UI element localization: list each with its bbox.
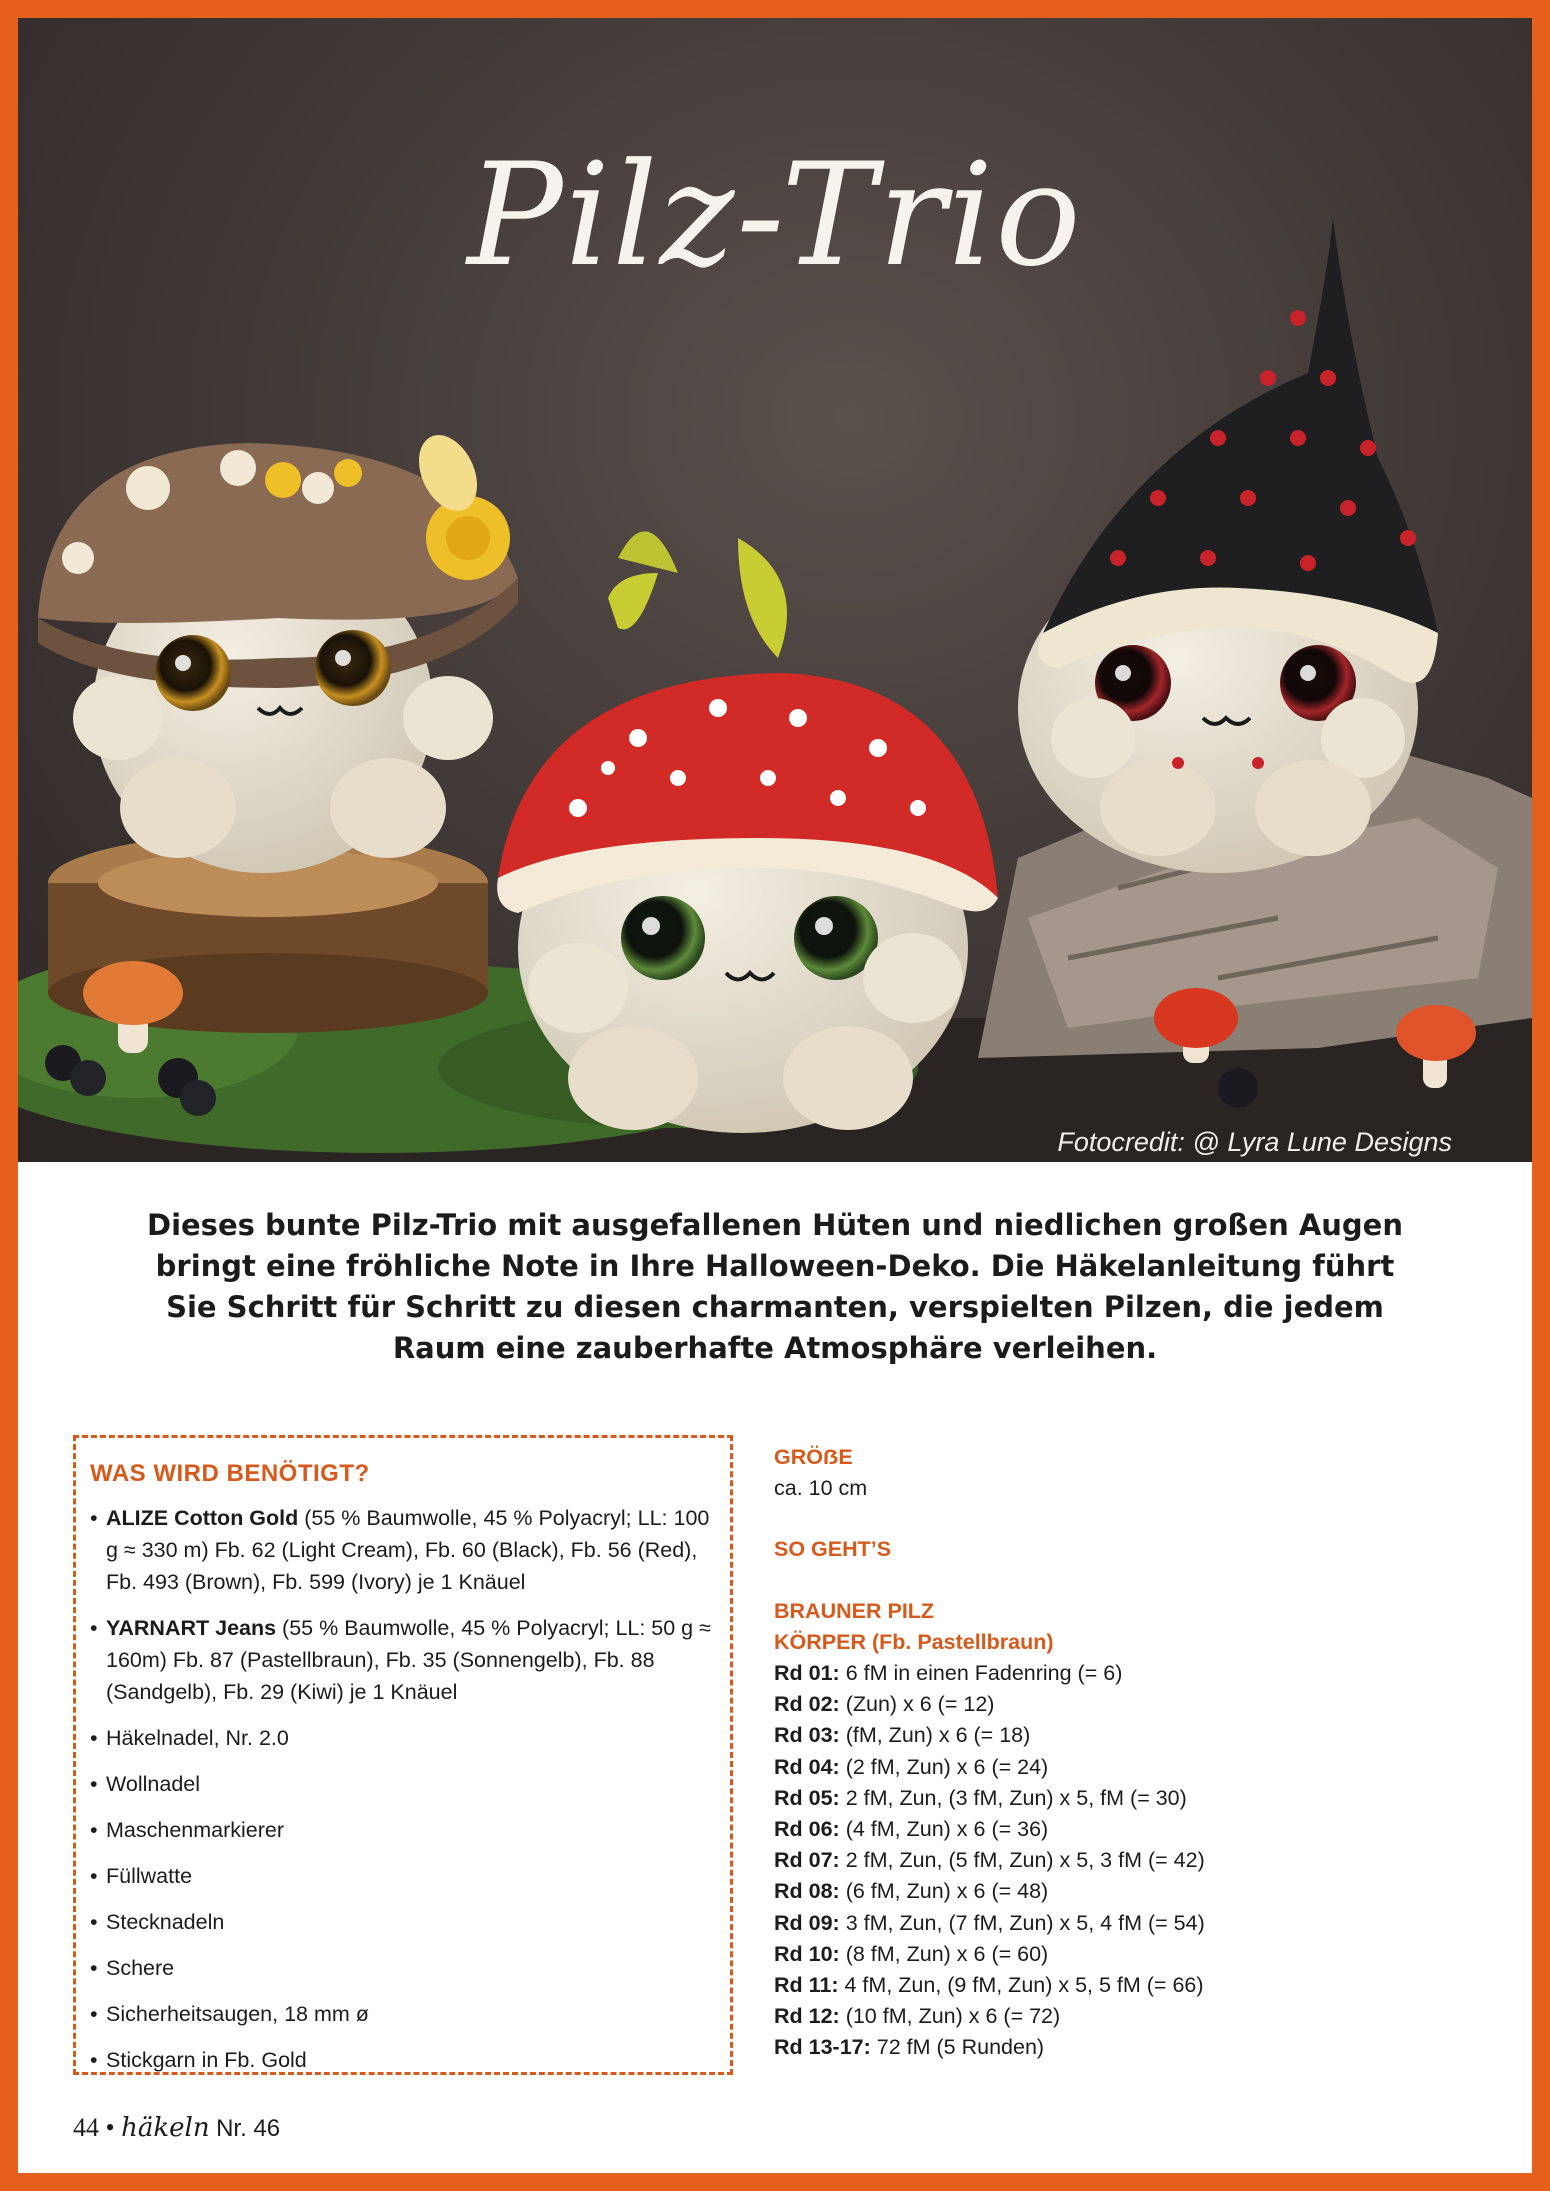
round-label: Rd 12:	[774, 2004, 840, 2029]
round-label: Rd 02:	[774, 1692, 840, 1717]
round-row	[774, 1970, 1494, 2001]
materials-item	[90, 1906, 716, 1938]
hero-photo	[18, 18, 1532, 1162]
round-row	[774, 1752, 1494, 1783]
round-label: Rd 08:	[774, 1879, 840, 1904]
round-label: Rd 03:	[774, 1723, 840, 1748]
materials-item-bold: YARNART Jeans	[106, 1616, 277, 1640]
howto-heading: SO GEHT’S	[774, 1537, 892, 1561]
materials-item-text: Schere	[106, 1956, 175, 1980]
size-value: ca. 10 cm	[774, 1476, 868, 1500]
magazine-name: häkeln	[121, 2113, 210, 2143]
materials-item-text: Stickgarn in Fb. Gold	[106, 2048, 307, 2072]
round-text: 3 fM, Zun, (7 fM, Zun) x 5, 4 fM (= 54)	[839, 1910, 1205, 1935]
round-text: (10 fM, Zun) x 6 (= 72)	[839, 2004, 1061, 2029]
round-text: 4 fM, Zun, (9 fM, Zun) x 5, 5 fM (= 66)	[838, 1973, 1204, 1998]
round-text: (4 fM, Zun) x 6 (= 36)	[839, 1817, 1049, 1842]
round-label: Rd 13-17:	[774, 2035, 871, 2060]
size-heading: GRÖẞE	[774, 1445, 853, 1469]
round-label: Rd 04:	[774, 1754, 840, 1779]
page-footer	[73, 2113, 280, 2143]
materials-item	[90, 1612, 716, 1708]
footer-separator: •	[105, 2113, 115, 2142]
round-label: Rd 07:	[774, 1848, 840, 1873]
round-row	[774, 1783, 1494, 1814]
round-label: Rd 06:	[774, 1817, 840, 1842]
round-text: 2 fM, Zun, (3 fM, Zun) x 5, fM (= 30)	[839, 1785, 1187, 1810]
round-row	[774, 1939, 1494, 1970]
materials-item	[90, 2044, 716, 2076]
materials-item-text: Füllwatte	[106, 1864, 193, 1888]
round-row	[774, 1689, 1494, 1720]
round-text: 72 fM (5 Runden)	[870, 2035, 1045, 2060]
section-subheading: KÖRPER (Fb. Pastellbraun)	[774, 1630, 1054, 1654]
instructions-column	[774, 1442, 1494, 2064]
round-row	[774, 1876, 1494, 1907]
round-row	[774, 1720, 1494, 1751]
materials-item-text: Maschenmarkierer	[106, 1818, 285, 1842]
section-heading: BRAUNER PILZ	[774, 1599, 935, 1623]
materials-item	[90, 1998, 716, 2030]
materials-item	[90, 1502, 716, 1598]
materials-item-bold: ALIZE Cotton Gold	[106, 1506, 299, 1530]
materials-item	[90, 1860, 716, 1892]
round-text: (fM, Zun) x 6 (= 18)	[839, 1723, 1031, 1748]
round-text: 2 fM, Zun, (5 fM, Zun) x 5, 3 fM (= 42)	[839, 1848, 1205, 1873]
round-label: Rd 09:	[774, 1910, 840, 1935]
issue-number: Nr. 46	[216, 2115, 281, 2142]
round-row	[774, 1814, 1494, 1845]
round-label: Rd 05:	[774, 1785, 840, 1810]
materials-item-text: (55 % Baumwolle, 45 % Polyacryl; LL: 100 g ≈ 330 m) Fb. 62 (Light Cream), Fb. 60 (Black), Fb. 56 (Red), Fb. 493 (Brown), Fb. 599 (Ivory) je 1 Knäuel	[106, 1506, 710, 1594]
materials-item	[90, 1814, 716, 1846]
round-text: (8 fM, Zun) x 6 (= 60)	[839, 1941, 1049, 1966]
round-label: Rd 01:	[774, 1661, 840, 1685]
round-text: (6 fM, Zun) x 6 (= 48)	[839, 1879, 1049, 1904]
magazine-page	[18, 18, 1532, 2173]
materials-item	[90, 1722, 716, 1754]
materials-item	[90, 1768, 716, 1800]
round-text: (Zun) x 6 (= 12)	[839, 1692, 995, 1717]
round-row	[774, 2001, 1494, 2032]
materials-item-text: Häkelnadel, Nr. 2.0	[106, 1726, 289, 1750]
round-text: (2 fM, Zun) x 6 (= 24)	[839, 1754, 1049, 1779]
round-label: Rd 11:	[774, 1973, 839, 1998]
materials-item-text: (55 % Baumwolle, 45 % Polyacryl; LL: 50 g ≈ 160m) Fb. 87 (Pastellbraun), Fb. 35 (Sonnengelb), Fb. 88 (Sandgelb), Fb. 29 (Kiwi) je 1 Knäuel	[106, 1616, 711, 1704]
round-row	[774, 2032, 1494, 2063]
round-row	[774, 1658, 1494, 1689]
materials-item-text: Stecknadeln	[106, 1910, 225, 1934]
round-row	[774, 1908, 1494, 1939]
materials-box	[73, 1435, 733, 2075]
page-number: 44	[73, 2113, 99, 2142]
materials-list	[90, 1502, 716, 2076]
materials-item-text: Sicherheitsaugen, 18 mm ø	[106, 2002, 369, 2026]
photo-credit: Fotocredit: @ Lyra Lune Designs	[1057, 1127, 1452, 1157]
materials-heading: WAS WIRD BENÖTIGT?	[90, 1460, 370, 1487]
round-text: 6 fM in einen Fadenring (= 6)	[839, 1661, 1123, 1685]
round-row	[774, 1845, 1494, 1876]
materials-item-text: Wollnadel	[106, 1772, 201, 1796]
intro-paragraph: Dieses bunte Pilz-Trio mit ausgefallenen Hüten und niedlichen großen Augen bringt eine fröhliche Note in Ihre Halloween-Deko. Die Häkelanleitung führt Sie Schritt für Schritt zu diesen charmanten, verspielten Pilzen, die jedem Raum eine zauberhafte Atmosphäre verleihen.	[147, 1208, 1403, 1365]
rounds-list	[774, 1658, 1494, 2064]
round-label: Rd 10:	[774, 1941, 840, 1966]
photo-title: Pilz-Trio	[467, 133, 1083, 298]
materials-item	[90, 1952, 716, 1984]
